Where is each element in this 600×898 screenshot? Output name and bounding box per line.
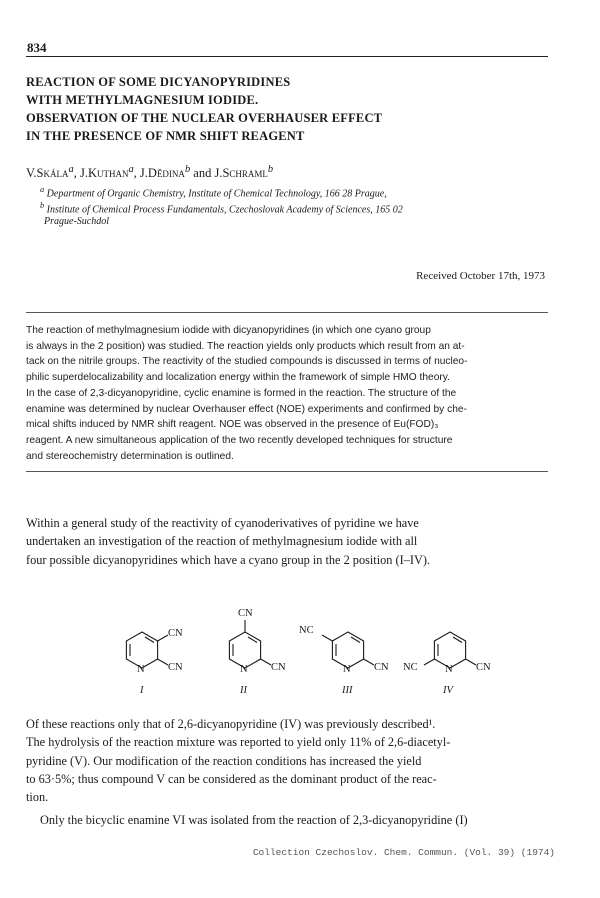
cn-label: CN [271, 662, 286, 673]
affiliation-b [40, 201, 403, 215]
structure-label: IV [443, 685, 453, 696]
paragraph-line: to 63·5%; thus compound V can be considered as the dominant product of the reac- [26, 771, 437, 786]
chemical-structures [100, 600, 520, 700]
n-label: N [343, 664, 351, 675]
abstract-line: In the case of 2,3-dicyanopyridine, cyclic enamine is formed in the reaction. The structure of the [26, 387, 457, 399]
abstract-line: enamine was determined by nuclear Overhauser effect (NOE) experiments and confirmed by che- [26, 403, 467, 415]
abstract-line: is always in the 2 position) was studied. The reaction yields only products which result from an at- [26, 340, 465, 352]
nc-label: NC [299, 625, 314, 636]
received-date: Received October 17th, 1973 [416, 270, 545, 282]
title-line: OBSERVATION OF THE NUCLEAR OVERHAUSER EFFECT [26, 111, 383, 125]
nc-label: NC [403, 662, 418, 673]
n-label: N [445, 664, 453, 675]
affiliation-a [40, 185, 387, 199]
affiliation-mark: a [68, 164, 74, 175]
body-paragraph [26, 811, 550, 829]
abstract-line: The reaction of methylmagnesium iodide with dicyanopyridines (in which one cyano group [26, 325, 431, 336]
affiliation-text: Department of Organic Chemistry, Institute of Chemical Technology, 166 28 Prague, [46, 188, 387, 200]
title-line: IN THE PRESENCE OF NMR SHIFT REAGENT [26, 129, 305, 143]
body-paragraph [26, 514, 550, 569]
affiliation-text: Institute of Chemical Process Fundamentals, Czechoslovak Academy of Sciences, 165 02 [46, 204, 403, 216]
author-name: J.Dědina [139, 166, 185, 181]
article-title [26, 73, 546, 145]
paragraph-line: four possible dicyanopyridines which have a cyano group in the 2 position (I–IV). [26, 552, 430, 567]
n-label: N [137, 664, 145, 675]
cn-label: CN [168, 662, 183, 673]
affiliation-mark: b [40, 201, 45, 210]
paragraph-line: Only the bicyclic enamine VI was isolated from the reaction of 2,3-dicyanopyridine (I) [40, 813, 468, 827]
paragraph-line: undertaken an investigation of the reaction of methylmagnesium iodide with all [26, 534, 418, 549]
abstract-line: reagent. A new simultaneous application of the two recently developed techniques for structure [26, 434, 453, 446]
structure-IV [424, 632, 476, 668]
abstract-line: and stereochemistry determination is outlined. [26, 450, 234, 462]
structure-label: II [240, 685, 247, 696]
cn-label: CN [168, 628, 183, 639]
author-name: V.Skála [26, 166, 69, 181]
paragraph-line: Within a general study of the reactivity of cyanoderivatives of pyridine we have [26, 516, 419, 530]
paragraph-line: tion. [26, 790, 49, 805]
structure-I [126, 632, 168, 668]
paragraph-line: pyridine (V). Our modification of the reaction conditions has increased the yield [26, 753, 422, 768]
n-label: N [240, 664, 248, 675]
abstract-line: philic superdelocalizability and localization energy within the framework of simple HMO theory. [26, 372, 450, 384]
journal-footer: Collection Czechoslov. Chem. Commun. (Vol. 39) (1974) [252, 847, 555, 858]
structure-II [229, 620, 271, 668]
paragraph-line: The hydrolysis of the reaction mixture was reported to yield only 11% of 2,6-diacetyl- [26, 735, 451, 750]
structure-III [322, 632, 374, 668]
abstract-line: mical shifts induced by NMR shift reagent. NOE was observed in the presence of Eu(FOD)₃ [26, 419, 439, 431]
affiliation-b-continued: Prague-Suchdol [44, 216, 109, 227]
affiliation-mark: a [128, 164, 134, 175]
abstract [26, 323, 548, 464]
affiliation-mark: a [40, 185, 45, 194]
affiliation-mark: b [267, 164, 274, 175]
header-rule [26, 56, 548, 57]
body-paragraph [26, 715, 550, 806]
paragraph-line: Of these reactions only that of 2,6-dicyanopyridine (IV) was previously described¹. [26, 717, 436, 731]
author-list: V.Skála$^a$, J.Kuthan$^a$, J.Dědina$^b$ and J.Schraml$^b$ [26, 164, 274, 181]
author-name: J.Kuthan [79, 166, 129, 181]
abstract-bottom-rule [26, 471, 548, 472]
cn-label: CN [476, 662, 491, 673]
title-line: WITH METHYLMAGNESIUM IODIDE. [26, 93, 259, 107]
cn-label: CN [374, 662, 389, 673]
author-name: J.Schraml [214, 166, 268, 181]
page-number: 834 [27, 40, 47, 55]
title-line: REACTION OF SOME DICYANOPYRIDINES [26, 75, 291, 89]
affiliation-mark: b [184, 164, 191, 175]
cn-label: CN [238, 608, 253, 619]
structure-label: I [140, 685, 144, 696]
author-conjunction: and [193, 166, 212, 181]
structure-label: III [342, 685, 353, 696]
abstract-line: tack on the nitrile groups. The reactivity of the studied compounds is discussed in terms of nucleo- [26, 356, 468, 368]
abstract-top-rule [26, 312, 548, 313]
